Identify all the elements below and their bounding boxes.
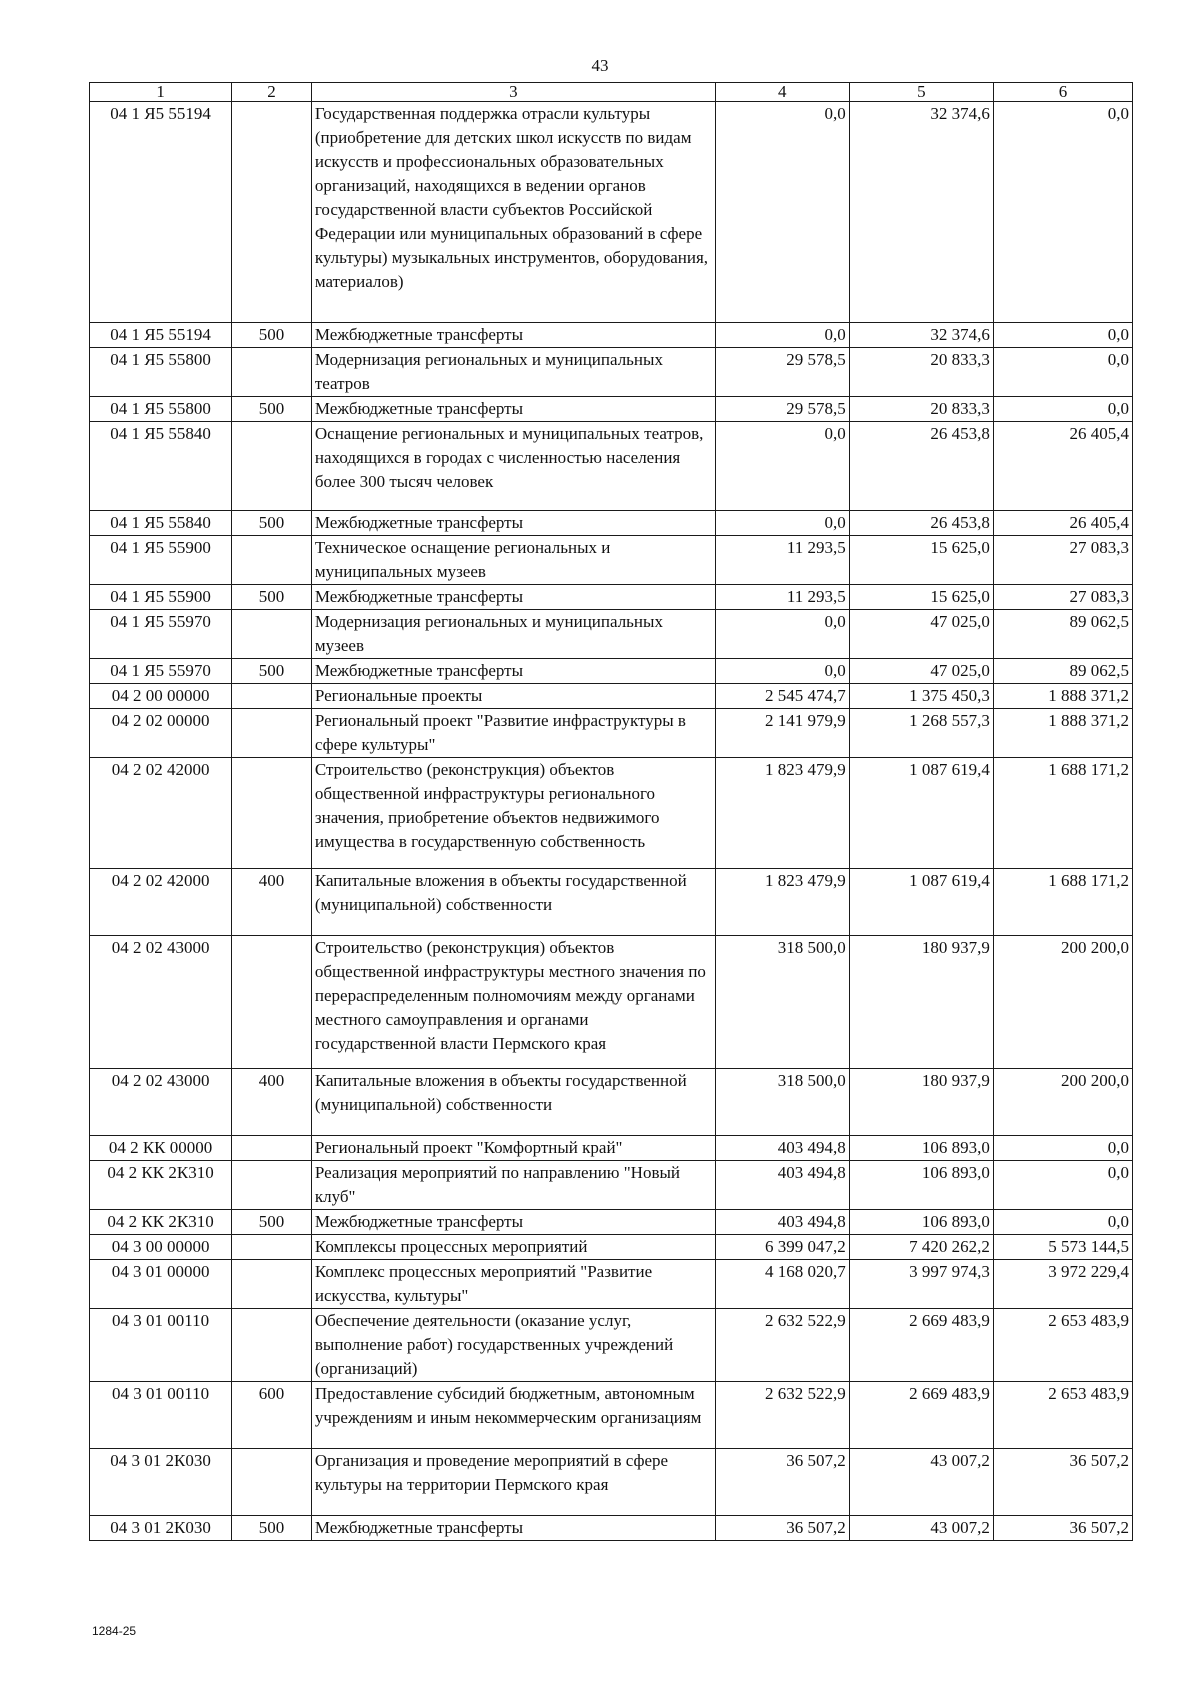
table-row [90,102,1133,323]
item-name-cell: Региональные проекты [311,684,715,709]
amount-col5-cell: 26 453,8 [849,511,993,536]
item-name-cell: Межбюджетные трансферты [311,397,715,422]
table-row [90,1210,1133,1235]
amount-col5-cell: 43 007,2 [849,1516,993,1541]
amount-col4-cell: 36 507,2 [715,1516,849,1541]
amount-col6-cell: 0,0 [993,1136,1132,1161]
item-name-cell: Обеспечение деятельности (оказание услуг, выполнение работ) государственных учреждений (организаций) [311,1309,715,1382]
amount-col4-cell: 318 500,0 [715,1069,849,1136]
kbk-code-cell: 04 2 КК 2К310 [90,1210,232,1235]
item-name-cell: Межбюджетные трансферты [311,511,715,536]
kbk-code-cell: 04 3 01 00000 [90,1260,232,1309]
expense-type-cell [232,102,312,323]
amount-col4-cell: 36 507,2 [715,1449,849,1516]
amount-col4-cell: 0,0 [715,422,849,511]
table-row [90,348,1133,397]
amount-col4-cell: 11 293,5 [715,536,849,585]
expense-type-cell: 500 [232,323,312,348]
table-row [90,536,1133,585]
kbk-code-cell: 04 2 02 43000 [90,1069,232,1136]
header-row [90,83,1133,102]
table-row [90,758,1133,869]
expense-type-cell [232,1136,312,1161]
expense-type-cell [232,1309,312,1382]
amount-col5-cell: 2 669 483,9 [849,1309,993,1382]
kbk-code-cell: 04 2 02 00000 [90,709,232,758]
amount-col4-cell: 318 500,0 [715,936,849,1069]
amount-col5-cell: 32 374,6 [849,102,993,323]
kbk-code-cell: 04 2 КК 2К310 [90,1161,232,1210]
amount-col6-cell: 0,0 [993,397,1132,422]
amount-col6-cell: 27 083,3 [993,585,1132,610]
table-row [90,1382,1133,1449]
expense-type-cell: 400 [232,1069,312,1136]
amount-col5-cell: 32 374,6 [849,323,993,348]
expense-type-cell: 500 [232,397,312,422]
amount-col5-cell: 47 025,0 [849,659,993,684]
header-cell: 1 [90,83,232,102]
table-row [90,1235,1133,1260]
kbk-code-cell: 04 3 00 00000 [90,1235,232,1260]
expense-type-cell [232,1260,312,1309]
amount-col4-cell: 0,0 [715,102,849,323]
amount-col6-cell: 1 688 171,2 [993,869,1132,936]
kbk-code-cell: 04 3 01 2К030 [90,1449,232,1516]
table-row [90,585,1133,610]
amount-col6-cell: 0,0 [993,1161,1132,1210]
amount-col4-cell: 6 399 047,2 [715,1235,849,1260]
expense-type-cell [232,536,312,585]
amount-col5-cell: 7 420 262,2 [849,1235,993,1260]
amount-col5-cell: 2 669 483,9 [849,1382,993,1449]
table-row [90,1069,1133,1136]
table-row [90,1309,1133,1382]
amount-col6-cell: 5 573 144,5 [993,1235,1132,1260]
kbk-code-cell: 04 1 Я5 55970 [90,610,232,659]
amount-col4-cell: 2 632 522,9 [715,1309,849,1382]
header-cell: 6 [993,83,1132,102]
amount-col6-cell: 0,0 [993,1210,1132,1235]
header-cell: 5 [849,83,993,102]
table-row [90,422,1133,511]
expense-type-cell [232,1235,312,1260]
amount-col4-cell: 4 168 020,7 [715,1260,849,1309]
item-name-cell: Строительство (реконструкция) объектов общественной инфраструктуры регионального значения, приобретение объектов недвижимого имущества в государственную собственность [311,758,715,869]
table-row [90,397,1133,422]
kbk-code-cell: 04 2 КК 00000 [90,1136,232,1161]
kbk-code-cell: 04 3 01 00110 [90,1382,232,1449]
kbk-code-cell: 04 2 00 00000 [90,684,232,709]
amount-col4-cell: 0,0 [715,659,849,684]
amount-col5-cell: 1 268 557,3 [849,709,993,758]
amount-col5-cell: 106 893,0 [849,1161,993,1210]
amount-col6-cell: 1 888 371,2 [993,709,1132,758]
item-name-cell: Комплексы процессных мероприятий [311,1235,715,1260]
expense-type-cell: 500 [232,1516,312,1541]
header-cell: 4 [715,83,849,102]
kbk-code-cell: 04 1 Я5 55840 [90,511,232,536]
amount-col6-cell: 36 507,2 [993,1449,1132,1516]
expense-type-cell: 500 [232,511,312,536]
amount-col6-cell: 200 200,0 [993,1069,1132,1136]
amount-col4-cell: 403 494,8 [715,1210,849,1235]
table-row [90,936,1133,1069]
table-row [90,1449,1133,1516]
item-name-cell: Капитальные вложения в объекты государственной (муниципальной) собственности [311,1069,715,1136]
kbk-code-cell: 04 1 Я5 55800 [90,348,232,397]
expense-type-cell [232,610,312,659]
item-name-cell: Комплекс процессных мероприятий "Развитие искусства, культуры" [311,1260,715,1309]
amount-col5-cell: 1 087 619,4 [849,869,993,936]
item-name-cell: Строительство (реконструкция) объектов общественной инфраструктуры местного значения по перераспределенным полномочиям между органами местного самоуправления и органами государственной власти Пермского края [311,936,715,1069]
amount-col4-cell: 2 545 474,7 [715,684,849,709]
amount-col6-cell: 3 972 229,4 [993,1260,1132,1309]
amount-col6-cell: 36 507,2 [993,1516,1132,1541]
expense-type-cell [232,1449,312,1516]
kbk-code-cell: 04 3 01 00110 [90,1309,232,1382]
table-row [90,1161,1133,1210]
expense-type-cell [232,709,312,758]
expense-type-cell [232,348,312,397]
header-cell: 3 [311,83,715,102]
amount-col4-cell: 2 141 979,9 [715,709,849,758]
table-row [90,511,1133,536]
expense-type-cell: 500 [232,1210,312,1235]
item-name-cell: Реализация мероприятий по направлению "Новый клуб" [311,1161,715,1210]
item-name-cell: Капитальные вложения в объекты государственной (муниципальной) собственности [311,869,715,936]
table-row [90,1516,1133,1541]
header-cell: 2 [232,83,312,102]
amount-col5-cell: 1 087 619,4 [849,758,993,869]
amount-col5-cell: 20 833,3 [849,348,993,397]
amount-col4-cell: 29 578,5 [715,348,849,397]
document-number: 1284-25 [92,1624,137,1638]
amount-col5-cell: 106 893,0 [849,1136,993,1161]
amount-col6-cell: 26 405,4 [993,511,1132,536]
item-name-cell: Межбюджетные трансферты [311,323,715,348]
amount-col5-cell: 3 997 974,3 [849,1260,993,1309]
amount-col5-cell: 180 937,9 [849,1069,993,1136]
amount-col4-cell: 29 578,5 [715,397,849,422]
expense-type-cell: 500 [232,585,312,610]
amount-col4-cell: 403 494,8 [715,1136,849,1161]
kbk-code-cell: 04 1 Я5 55840 [90,422,232,511]
item-name-cell: Межбюджетные трансферты [311,659,715,684]
kbk-code-cell: 04 1 Я5 55800 [90,397,232,422]
table-row [90,709,1133,758]
table-row [90,659,1133,684]
amount-col5-cell: 180 937,9 [849,936,993,1069]
expense-type-cell: 600 [232,1382,312,1449]
amount-col4-cell: 2 632 522,9 [715,1382,849,1449]
amount-col4-cell: 0,0 [715,610,849,659]
item-name-cell: Межбюджетные трансферты [311,1210,715,1235]
kbk-code-cell: 04 2 02 43000 [90,936,232,1069]
table-row [90,1260,1133,1309]
amount-col6-cell: 1 688 171,2 [993,758,1132,869]
amount-col6-cell: 0,0 [993,102,1132,323]
item-name-cell: Региональный проект "Развитие инфраструктуры в сфере культуры" [311,709,715,758]
item-name-cell: Организация и проведение мероприятий в сфере культуры на территории Пермского края [311,1449,715,1516]
kbk-code-cell: 04 1 Я5 55970 [90,659,232,684]
expense-type-cell [232,936,312,1069]
amount-col6-cell: 89 062,5 [993,659,1132,684]
kbk-code-cell: 04 1 Я5 55194 [90,102,232,323]
amount-col5-cell: 43 007,2 [849,1449,993,1516]
expense-type-cell [232,422,312,511]
amount-col5-cell: 1 375 450,3 [849,684,993,709]
item-name-cell: Государственная поддержка отрасли культуры (приобретение для детских школ искусств по видам искусств и профессиональных образовательных организаций, находящихся в ведении органов государственной власти субъектов Российской Федерации или муниципальных образований в сфере культуры) музыкальных инструментов, оборудования, материалов) [311,102,715,323]
amount-col6-cell: 27 083,3 [993,536,1132,585]
amount-col6-cell: 89 062,5 [993,610,1132,659]
kbk-code-cell: 04 2 02 42000 [90,869,232,936]
amount-col5-cell: 26 453,8 [849,422,993,511]
kbk-code-cell: 04 3 01 2К030 [90,1516,232,1541]
expense-type-cell: 400 [232,869,312,936]
table-row [90,1136,1133,1161]
amount-col4-cell: 0,0 [715,323,849,348]
amount-col5-cell: 106 893,0 [849,1210,993,1235]
expense-type-cell [232,758,312,869]
amount-col6-cell: 200 200,0 [993,936,1132,1069]
amount-col4-cell: 11 293,5 [715,585,849,610]
item-name-cell: Модернизация региональных и муниципальных музеев [311,610,715,659]
expense-type-cell [232,1161,312,1210]
table-row [90,869,1133,936]
amount-col4-cell: 1 823 479,9 [715,758,849,869]
amount-col6-cell: 1 888 371,2 [993,684,1132,709]
table-row [90,610,1133,659]
table-row [90,684,1133,709]
item-name-cell: Техническое оснащение региональных и муниципальных музеев [311,536,715,585]
item-name-cell: Предоставление субсидий бюджетным, автономным учреждениям и иным некоммерческим организациям [311,1382,715,1449]
amount-col6-cell: 0,0 [993,323,1132,348]
table-row [90,323,1133,348]
expense-type-cell [232,684,312,709]
kbk-code-cell: 04 2 02 42000 [90,758,232,869]
item-name-cell: Модернизация региональных и муниципальных театров [311,348,715,397]
amount-col5-cell: 15 625,0 [849,536,993,585]
kbk-code-cell: 04 1 Я5 55900 [90,585,232,610]
amount-col4-cell: 1 823 479,9 [715,869,849,936]
kbk-code-cell: 04 1 Я5 55194 [90,323,232,348]
amount-col4-cell: 403 494,8 [715,1161,849,1210]
item-name-cell: Межбюджетные трансферты [311,585,715,610]
expense-type-cell: 500 [232,659,312,684]
amount-col5-cell: 20 833,3 [849,397,993,422]
amount-col5-cell: 15 625,0 [849,585,993,610]
item-name-cell: Региональный проект "Комфортный край" [311,1136,715,1161]
amount-col6-cell: 2 653 483,9 [993,1309,1132,1382]
kbk-code-cell: 04 1 Я5 55900 [90,536,232,585]
amount-col6-cell: 26 405,4 [993,422,1132,511]
page-number: 43 [591,56,609,75]
amount-col4-cell: 0,0 [715,511,849,536]
budget-table [89,82,1133,1541]
amount-col6-cell: 0,0 [993,348,1132,397]
amount-col5-cell: 47 025,0 [849,610,993,659]
item-name-cell: Межбюджетные трансферты [311,1516,715,1541]
item-name-cell: Оснащение региональных и муниципальных театров, находящихся в городах с численностью населения более 300 тысяч человек [311,422,715,511]
amount-col6-cell: 2 653 483,9 [993,1382,1132,1449]
